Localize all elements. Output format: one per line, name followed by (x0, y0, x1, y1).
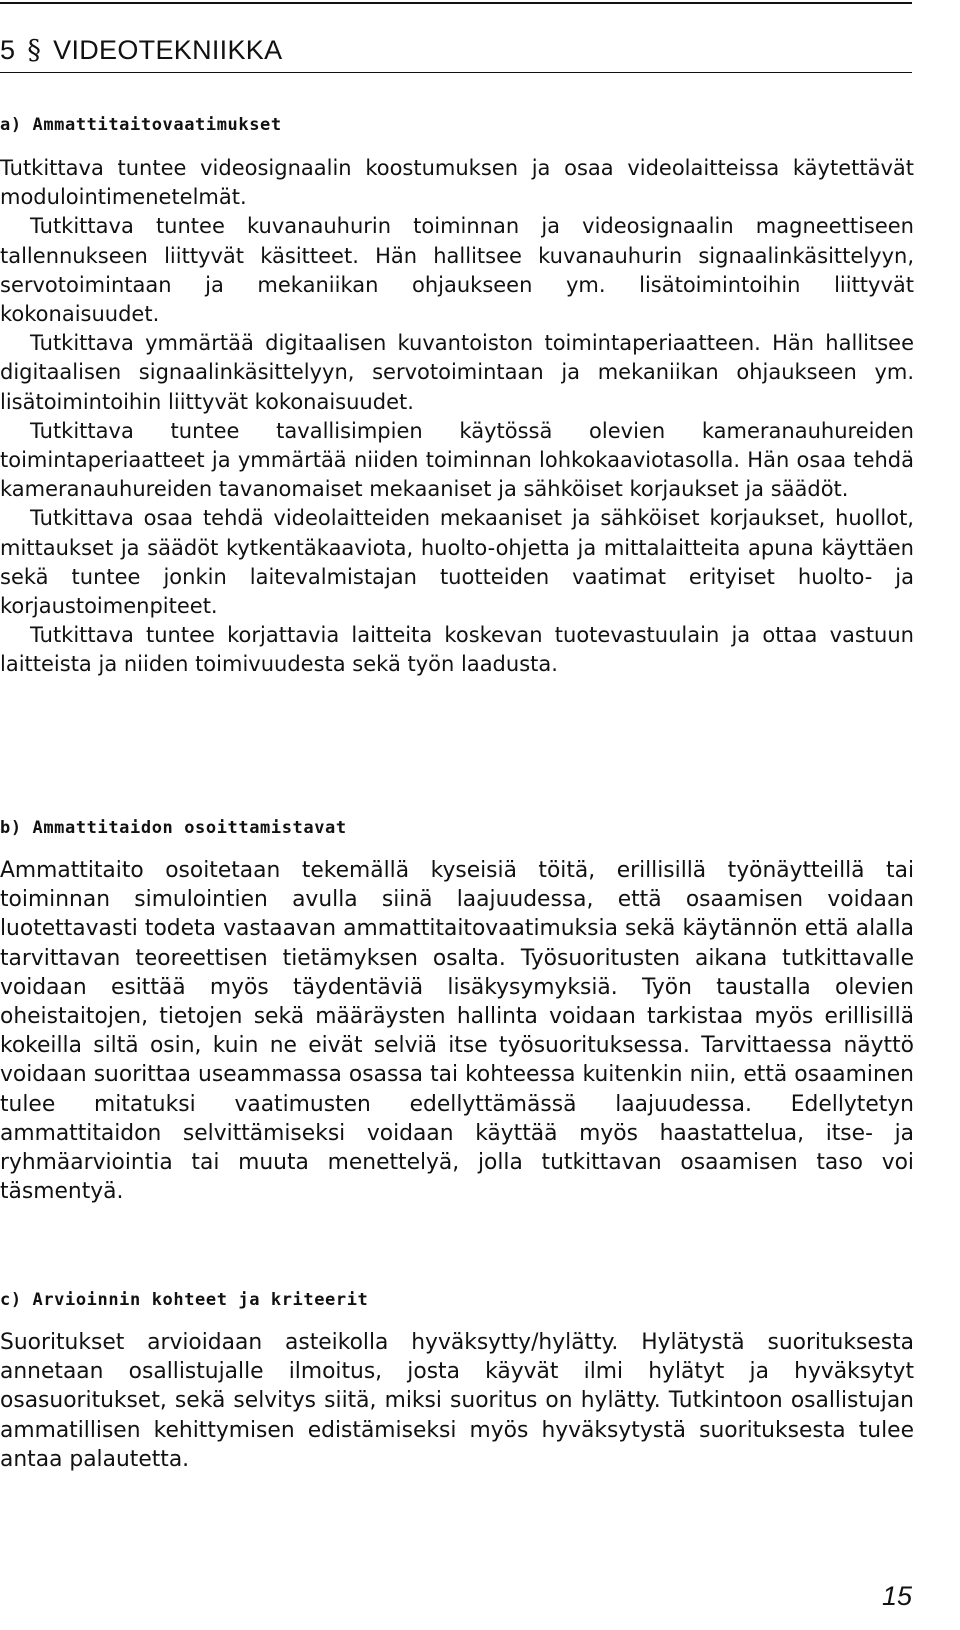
chapter-title: VIDEOTEKNIIKKA (53, 34, 283, 65)
paragraph: Ammattitaito osoitetaan tekemällä kyseisiä töitä, erillisillä työnäytteillä tai toiminnan simulointien avulla siinä laajuudessa, että osaamisen voidaan luotettavasti todeta vastaavan ammattitaitovaatimuksia sekä käytännön että alalla tarvittavan teoreettisen tietämyksen osalta. Työsuoritusten aikana tutkittavalle voidaan esittää myös täydentäviä lisäkysymyksiä. Työn taustalla olevien oheistaitojen, tietojen sekä määräysten hallinta voidaan tarkistaa myös erillisillä kokeilla siltä osin, kuin ne eivät selviä itse työsuorituksessa. Tarvittaessa näyttö voidaan suorittaa useammassa osassa tai kohteessa kuitenkin niin, että osaaminen tulee mitatuksi vaatimusten edellyttämässä laajuudessa. Edellytetyn ammattitaidon selvittämiseksi voidaan käyttää myös haastattelua, itse- ja ryhmäarviointia tai muuta menettelyä, jolla tutkittavan osaamisen taso voi täsmentyä. (0, 858, 914, 1205)
heading-c: c) Arvioinnin kohteet ja kriteerit (0, 1290, 369, 1310)
chapter-header (0, 28, 912, 73)
section-b-body (0, 856, 914, 1206)
heading-a: a) Ammattitaitovaatimukset (0, 115, 282, 135)
paragraph: Tutkittava tuntee korjattavia laitteita koskevan tuotevastuulain ja ottaa vastuun laitteista ja niiden toimivuudesta sekä työn laadusta. (0, 623, 914, 677)
section-c-body (0, 1328, 914, 1474)
paragraph: Tutkittava tuntee kuvanauhurin toiminnan ja videosignaalin magneettiseen tallennukseen liittyvät käsitteet. Hän hallitsee kuvanauhurin signaalinkäsittelyyn, servotoimintaan ja mekaniikan ohjaukseen ym. lisätoimintoihin liittyvät kokonaisuudet. (0, 214, 914, 327)
paragraph: Tutkittava tuntee tavallisimpien käytössä olevien kameranauhureiden toimintaperiaatteet ja ymmärtää niiden toiminnan lohkokaaviotasolla. Hän osaa tehdä kameranauhureiden tavanomaiset mekaaniset ja sähköiset korjaukset ja säädöt. (0, 418, 914, 502)
page-number: 15 (881, 1581, 912, 1611)
paragraph: Tutkittava ymmärtää digitaalisen kuvantoiston toimintaperiaatteen. Hän hallitsee digitaalisen signaalinkäsittelyyn, servotoimintaan ja mekaniikan ohjaukseen ym. lisätoimintoihin liittyvät kokonaisuudet. (0, 331, 914, 414)
paragraph: Tutkittava osaa tehdä videolaitteiden mekaaniset ja sähköiset korjaukset, huollot, mittaukset ja säädöt kytkentäkaaviota, huolto-ohjetta ja mittalaitteita apuna käyttäen sekä tuntee jonkin laitevalmistajan tuotteiden vaatimat erityiset huolto- ja korjaustoimenpiteet. (0, 506, 914, 619)
section-a-body (0, 154, 914, 680)
heading-b: b) Ammattitaidon osoittamistavat (0, 818, 347, 838)
paragraph: Tutkittava tuntee videosignaalin koostumuksen ja osaa videolaitteissa käytettävät modulointimenetelmät. (0, 156, 914, 210)
section-symbol: § (27, 34, 42, 66)
top-rule (0, 2, 912, 4)
paragraph: Suoritukset arvioidaan asteikolla hyväksytty/hylätty. Hylätystä suorituksesta annetaan osallistujalle ilmoitus, josta käyvät ilmi hylätyt ja hyväksytyt osasuoritukset, sekä selvitys siitä, miksi suoritus on hylätty. Tutkintoon osallistujan ammatillisen kehittymisen edistämiseksi myös hyväksytystä suorituksesta tulee antaa palautetta. (0, 1330, 914, 1472)
chapter-number: 5 (0, 34, 16, 65)
